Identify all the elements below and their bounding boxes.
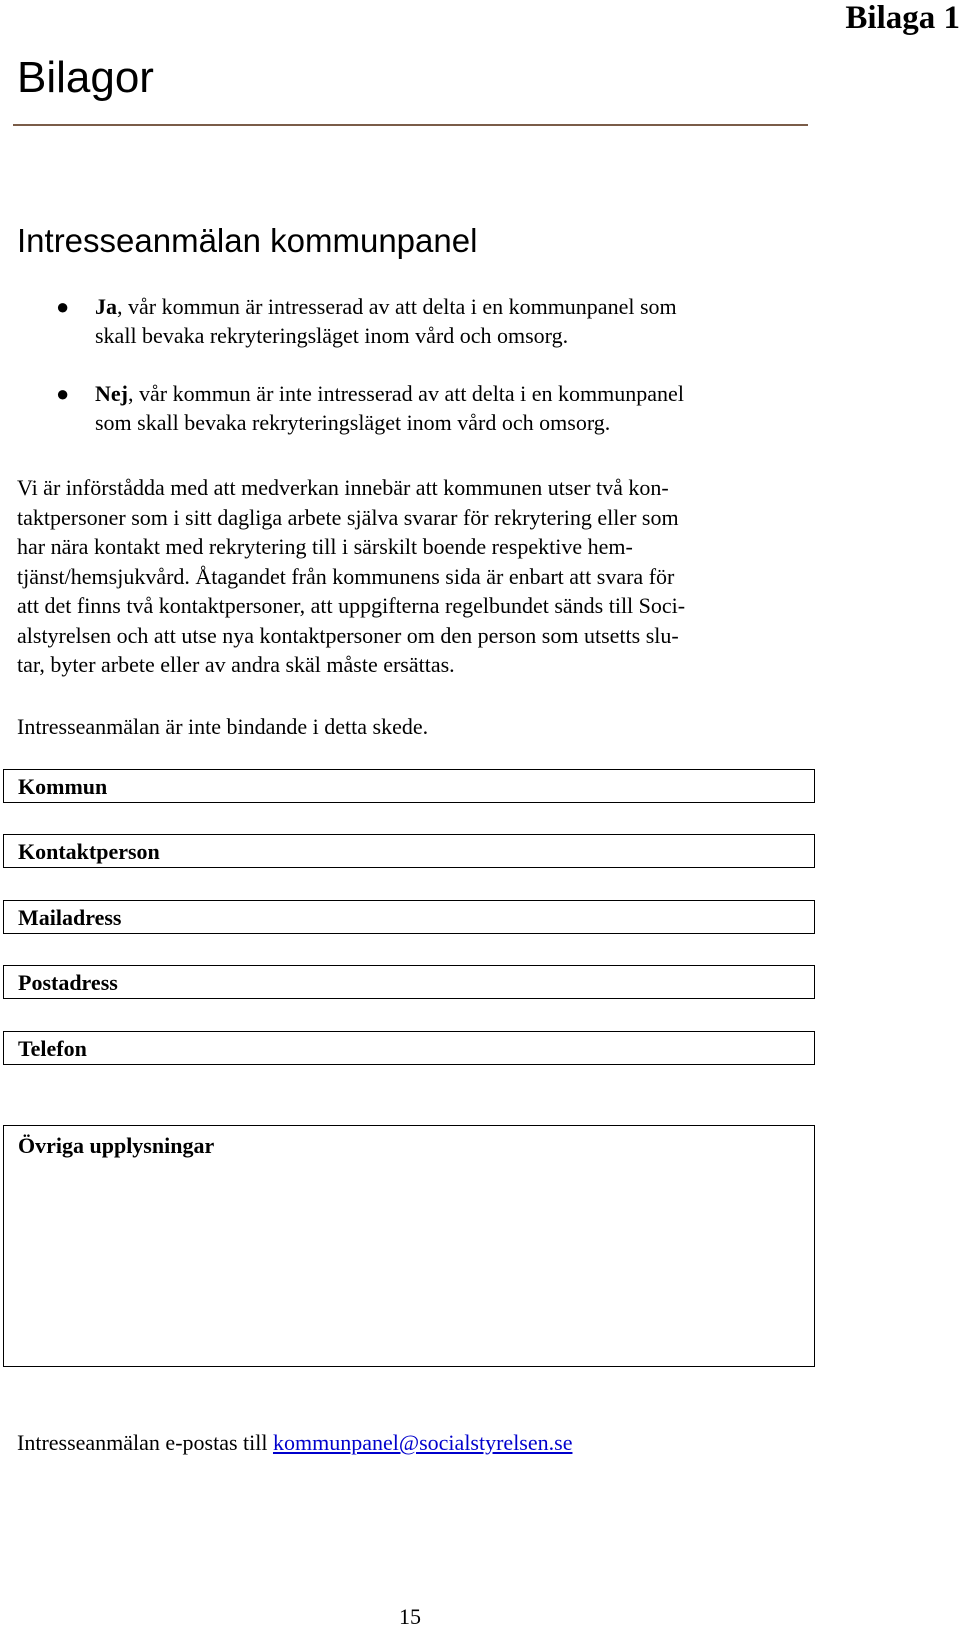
option-no-text: , vår kommun är inte intresserad av att delta i en kommunpanel xyxy=(127,381,684,406)
mailadress-label: Mailadress xyxy=(18,905,122,930)
other-info-field[interactable] xyxy=(3,1125,815,1367)
paragraph-line: tjänst/hemsjukvård. Åtagandet från kommunens sida är enbart att svara för xyxy=(17,563,675,589)
postadress-label: Postadress xyxy=(18,970,118,995)
title-divider xyxy=(13,124,808,126)
kommun-label: Kommun xyxy=(18,774,108,799)
option-yes-text: , vår kommun är intresserad av att delta i en kommunpanel som xyxy=(117,294,677,319)
other-info-label: Övriga upplysningar xyxy=(18,1133,215,1158)
section-title: Intresseanmälan kommunpanel xyxy=(17,222,478,259)
paragraph-line: tar, byter arbete eller av andra skäl måste ersättas. xyxy=(17,652,455,677)
kontaktperson-label: Kontaktperson xyxy=(18,839,160,864)
paragraph-line: har nära kontakt med rekrytering till i särskilt boende respektive hem- xyxy=(17,534,633,559)
option-yes xyxy=(56,292,796,350)
bullet-icon: ● xyxy=(56,381,70,406)
commitment-paragraph xyxy=(17,473,797,680)
paragraph-line: Vi är införstådda med att medverkan innebär att kommunen utser två kon- xyxy=(17,475,669,500)
non-binding-note: Intresseanmälan är inte bindande i detta skede. xyxy=(17,714,429,739)
email-instruction xyxy=(17,1428,572,1458)
option-no-keyword: Nej xyxy=(95,381,128,406)
option-no-text-cont: som skall bevaka rekryteringsläget inom vård och omsorg. xyxy=(95,410,611,435)
postadress-field[interactable] xyxy=(3,965,815,999)
kommun-field[interactable] xyxy=(3,769,815,803)
telefon-label: Telefon xyxy=(18,1036,87,1061)
paragraph-line: alstyrelsen och att utse nya kontaktpersoner om den person som utsetts slu- xyxy=(17,622,679,648)
telefon-field[interactable] xyxy=(3,1031,815,1065)
option-yes-keyword: Ja xyxy=(95,294,117,319)
appendix-label: Bilaga 1 xyxy=(845,0,960,36)
paragraph-line: att det finns två kontaktpersoner, att uppgifterna regelbundet sänds till Soci- xyxy=(17,593,686,618)
option-yes-text-cont: skall bevaka rekryteringsläget inom vård och omsorg. xyxy=(95,323,569,348)
email-prefix: Intresseanmälan e-postas till xyxy=(17,1430,273,1455)
kontaktperson-field[interactable] xyxy=(3,834,815,868)
paragraph-line: taktpersoner som i sitt dagliga arbete själva svarar för rekrytering eller som xyxy=(17,504,679,530)
page-title: Bilagor xyxy=(17,53,154,102)
email-link[interactable]: kommunpanel@socialstyrelsen.se xyxy=(272,1430,573,1455)
mailadress-field[interactable] xyxy=(3,900,815,934)
option-no xyxy=(56,379,796,437)
bullet-icon: ● xyxy=(56,294,70,319)
page-number: 15 xyxy=(399,1604,421,1629)
